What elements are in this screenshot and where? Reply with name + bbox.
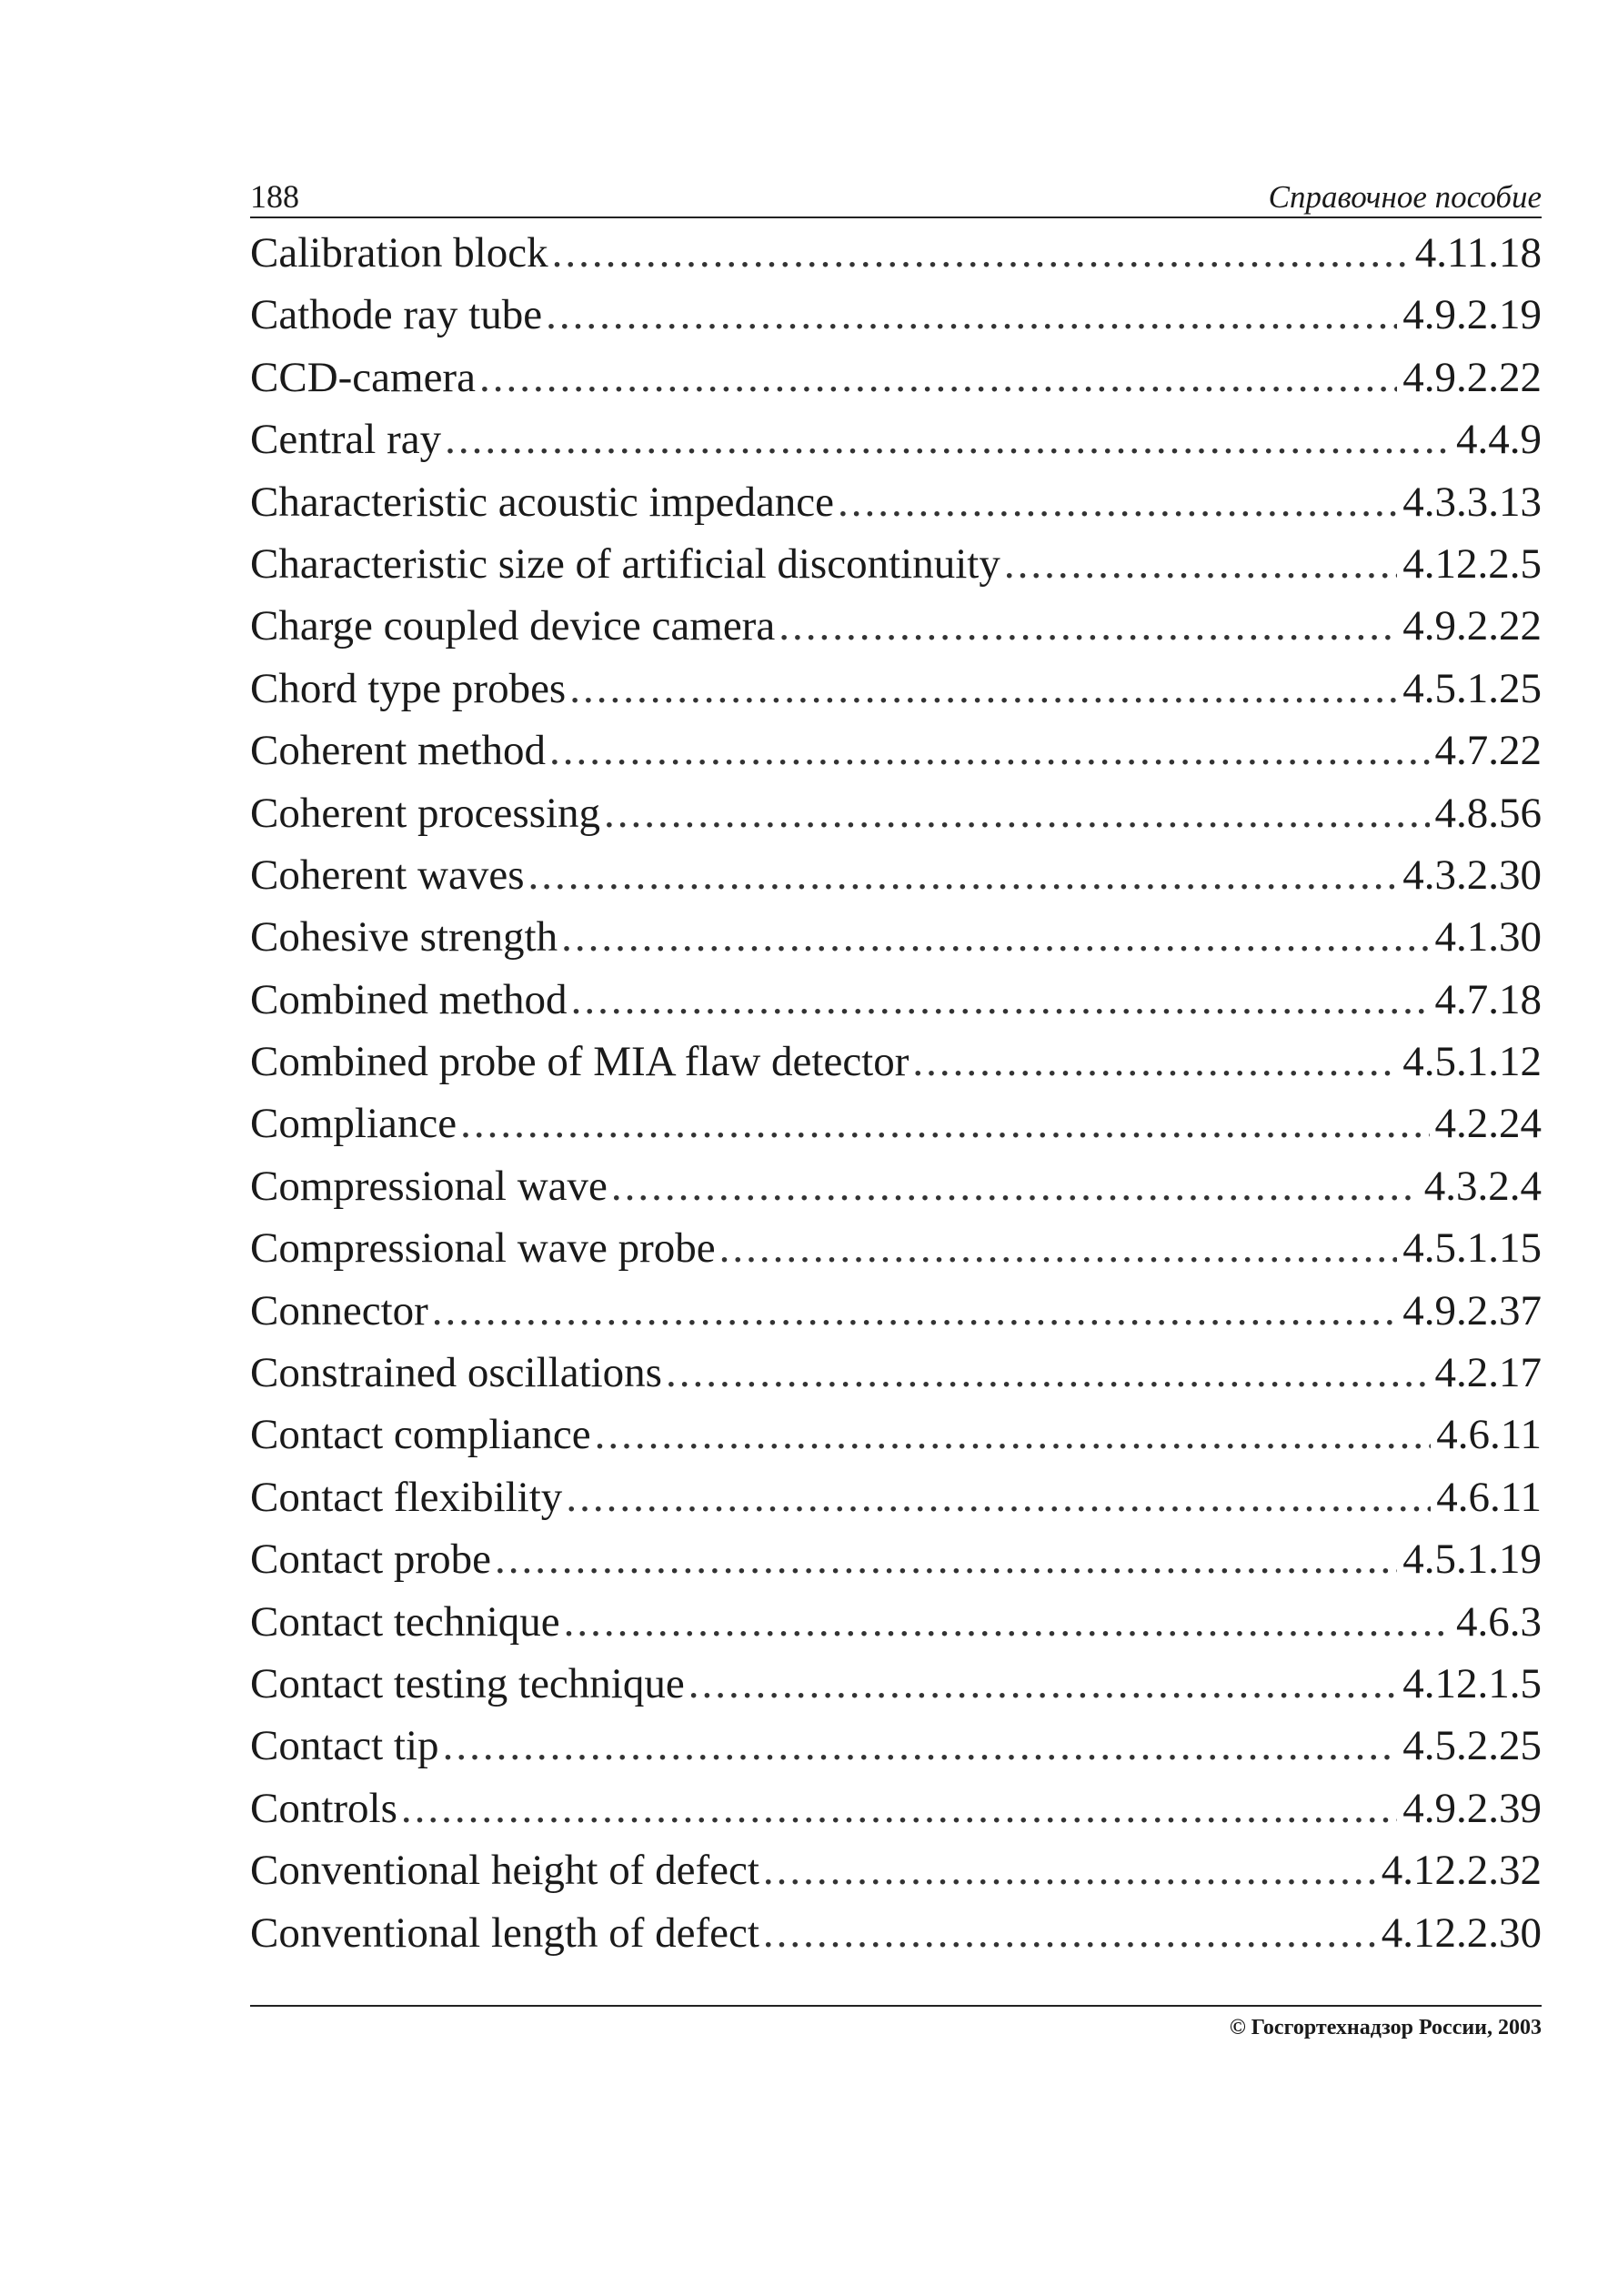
dot-leader xyxy=(763,1839,1376,1901)
index-entry xyxy=(250,1404,1542,1465)
index-entry xyxy=(250,1715,1542,1777)
dot-leader xyxy=(719,1217,1398,1279)
index-term: Calibration block xyxy=(250,229,548,277)
index-reference: 4.6.11 xyxy=(1436,1473,1542,1521)
dot-leader xyxy=(549,720,1429,781)
index-term: Coherent method xyxy=(250,727,547,775)
index-term: Cathode ray tube xyxy=(250,291,543,339)
index-term: Cohesive strength xyxy=(250,913,558,962)
index-entry xyxy=(250,1217,1542,1279)
index-entry xyxy=(250,284,1542,346)
index-reference: 4.6.11 xyxy=(1436,1411,1542,1459)
index-entry xyxy=(250,906,1542,968)
index-reference: 4.3.2.4 xyxy=(1423,1162,1542,1210)
dot-leader xyxy=(528,844,1397,906)
footer-rule xyxy=(250,2005,1542,2007)
index-entry xyxy=(250,1839,1542,1901)
index-term: Characteristic size of artificial discontinuity xyxy=(250,539,1000,588)
index-reference: 4.12.2.32 xyxy=(1381,1847,1542,1895)
index-term: Contact technique xyxy=(250,1597,560,1646)
index-reference: 4.5.1.15 xyxy=(1402,1224,1542,1273)
index-entry xyxy=(250,1280,1542,1342)
dot-leader xyxy=(432,1280,1397,1342)
index-term: Controls xyxy=(250,1784,397,1832)
running-title: Справочное пособие xyxy=(1268,179,1542,215)
index-reference: 4.12.2.5 xyxy=(1402,539,1542,588)
index-entry xyxy=(250,1466,1542,1528)
index-entry xyxy=(250,222,1542,284)
dot-leader xyxy=(688,1653,1398,1715)
index-term: Combined probe of MIA flaw detector xyxy=(250,1038,909,1086)
index-entries xyxy=(250,222,1542,1964)
index-term: CCD-camera xyxy=(250,353,476,401)
index-entry xyxy=(250,782,1542,844)
index-entry xyxy=(250,347,1542,408)
dot-leader xyxy=(604,782,1429,844)
index-term: Contact probe xyxy=(250,1536,491,1584)
dot-leader xyxy=(569,658,1397,720)
index-reference: 4.5.1.25 xyxy=(1402,664,1542,712)
dot-leader xyxy=(552,222,1410,284)
copyright-footer: © Госгортехнадзор России, 2003 xyxy=(1229,2016,1542,2039)
dot-leader xyxy=(566,1466,1431,1528)
dot-leader xyxy=(666,1342,1430,1404)
index-term: Contact tip xyxy=(250,1722,439,1770)
index-term: Contact testing technique xyxy=(250,1659,685,1707)
index-entry xyxy=(250,1528,1542,1590)
index-term: Characteristic acoustic impedance xyxy=(250,478,835,526)
dot-leader xyxy=(445,408,1451,470)
dot-leader xyxy=(912,1031,1397,1093)
index-entry xyxy=(250,1031,1542,1093)
index-reference: 4.11.18 xyxy=(1414,229,1542,277)
index-reference: 4.9.2.22 xyxy=(1402,602,1542,650)
index-reference: 4.2.24 xyxy=(1434,1100,1542,1148)
index-entry xyxy=(250,1777,1542,1839)
index-reference: 4.4.9 xyxy=(1456,416,1542,464)
index-term: Constrained oscillations xyxy=(250,1349,662,1397)
index-reference: 4.1.30 xyxy=(1434,913,1542,962)
index-term: Chord type probes xyxy=(250,664,567,712)
dot-leader xyxy=(460,1093,1429,1154)
index-entry xyxy=(250,1155,1542,1217)
dot-leader xyxy=(595,1404,1432,1465)
page-header xyxy=(250,164,1542,218)
index-term: Contact compliance xyxy=(250,1411,591,1459)
dot-leader xyxy=(838,471,1397,533)
dot-leader xyxy=(571,969,1430,1031)
index-term: Compressional wave probe xyxy=(250,1224,716,1273)
index-entry xyxy=(250,720,1542,781)
index-reference: 4.6.3 xyxy=(1456,1597,1542,1646)
index-reference: 4.7.18 xyxy=(1434,975,1542,1023)
index-term: Conventional length of defect xyxy=(250,1908,759,1957)
index-entry xyxy=(250,408,1542,470)
index-term: Connector xyxy=(250,1286,428,1334)
index-entry xyxy=(250,533,1542,595)
index-reference: 4.2.17 xyxy=(1434,1349,1542,1397)
index-entry xyxy=(250,1093,1542,1154)
index-term: Central ray xyxy=(250,416,442,464)
index-reference: 4.9.2.39 xyxy=(1402,1784,1542,1832)
index-reference: 4.9.2.37 xyxy=(1402,1286,1542,1334)
dot-leader xyxy=(401,1777,1397,1839)
index-entry xyxy=(250,471,1542,533)
dot-leader xyxy=(779,595,1397,657)
index-reference: 4.5.2.25 xyxy=(1402,1722,1542,1770)
index-term: Compliance xyxy=(250,1100,457,1148)
index-entry xyxy=(250,969,1542,1031)
dot-leader xyxy=(443,1715,1398,1777)
index-term: Coherent waves xyxy=(250,851,525,899)
index-entry xyxy=(250,844,1542,906)
index-reference: 4.9.2.19 xyxy=(1402,291,1542,339)
index-reference: 4.5.1.12 xyxy=(1402,1038,1542,1086)
index-term: Combined method xyxy=(250,975,568,1023)
index-reference: 4.5.1.19 xyxy=(1402,1536,1542,1584)
index-entry xyxy=(250,1902,1542,1964)
index-entry xyxy=(250,1653,1542,1715)
index-reference: 4.12.1.5 xyxy=(1402,1659,1542,1707)
index-entry xyxy=(250,1591,1542,1653)
dot-leader xyxy=(561,906,1429,968)
index-page xyxy=(250,164,1542,2039)
dot-leader xyxy=(495,1528,1397,1590)
dot-leader xyxy=(546,284,1397,346)
dot-leader xyxy=(763,1902,1376,1964)
index-term: Contact flexibility xyxy=(250,1473,563,1521)
dot-leader xyxy=(611,1155,1419,1217)
dot-leader xyxy=(564,1591,1451,1653)
index-entry xyxy=(250,658,1542,720)
index-reference: 4.8.56 xyxy=(1434,789,1542,837)
page-number: 188 xyxy=(250,178,299,215)
index-reference: 4.3.2.30 xyxy=(1402,851,1542,899)
index-term: Compressional wave xyxy=(250,1162,608,1210)
index-term: Coherent processing xyxy=(250,789,601,837)
index-entry xyxy=(250,595,1542,657)
index-term: Charge coupled device camera xyxy=(250,602,776,650)
index-reference: 4.3.3.13 xyxy=(1402,478,1542,526)
index-reference: 4.9.2.22 xyxy=(1402,353,1542,401)
index-term: Conventional height of defect xyxy=(250,1847,759,1895)
dot-leader xyxy=(1004,533,1397,595)
index-reference: 4.7.22 xyxy=(1434,727,1542,775)
dot-leader xyxy=(479,347,1397,408)
index-reference: 4.12.2.30 xyxy=(1381,1908,1542,1957)
index-entry xyxy=(250,1342,1542,1404)
